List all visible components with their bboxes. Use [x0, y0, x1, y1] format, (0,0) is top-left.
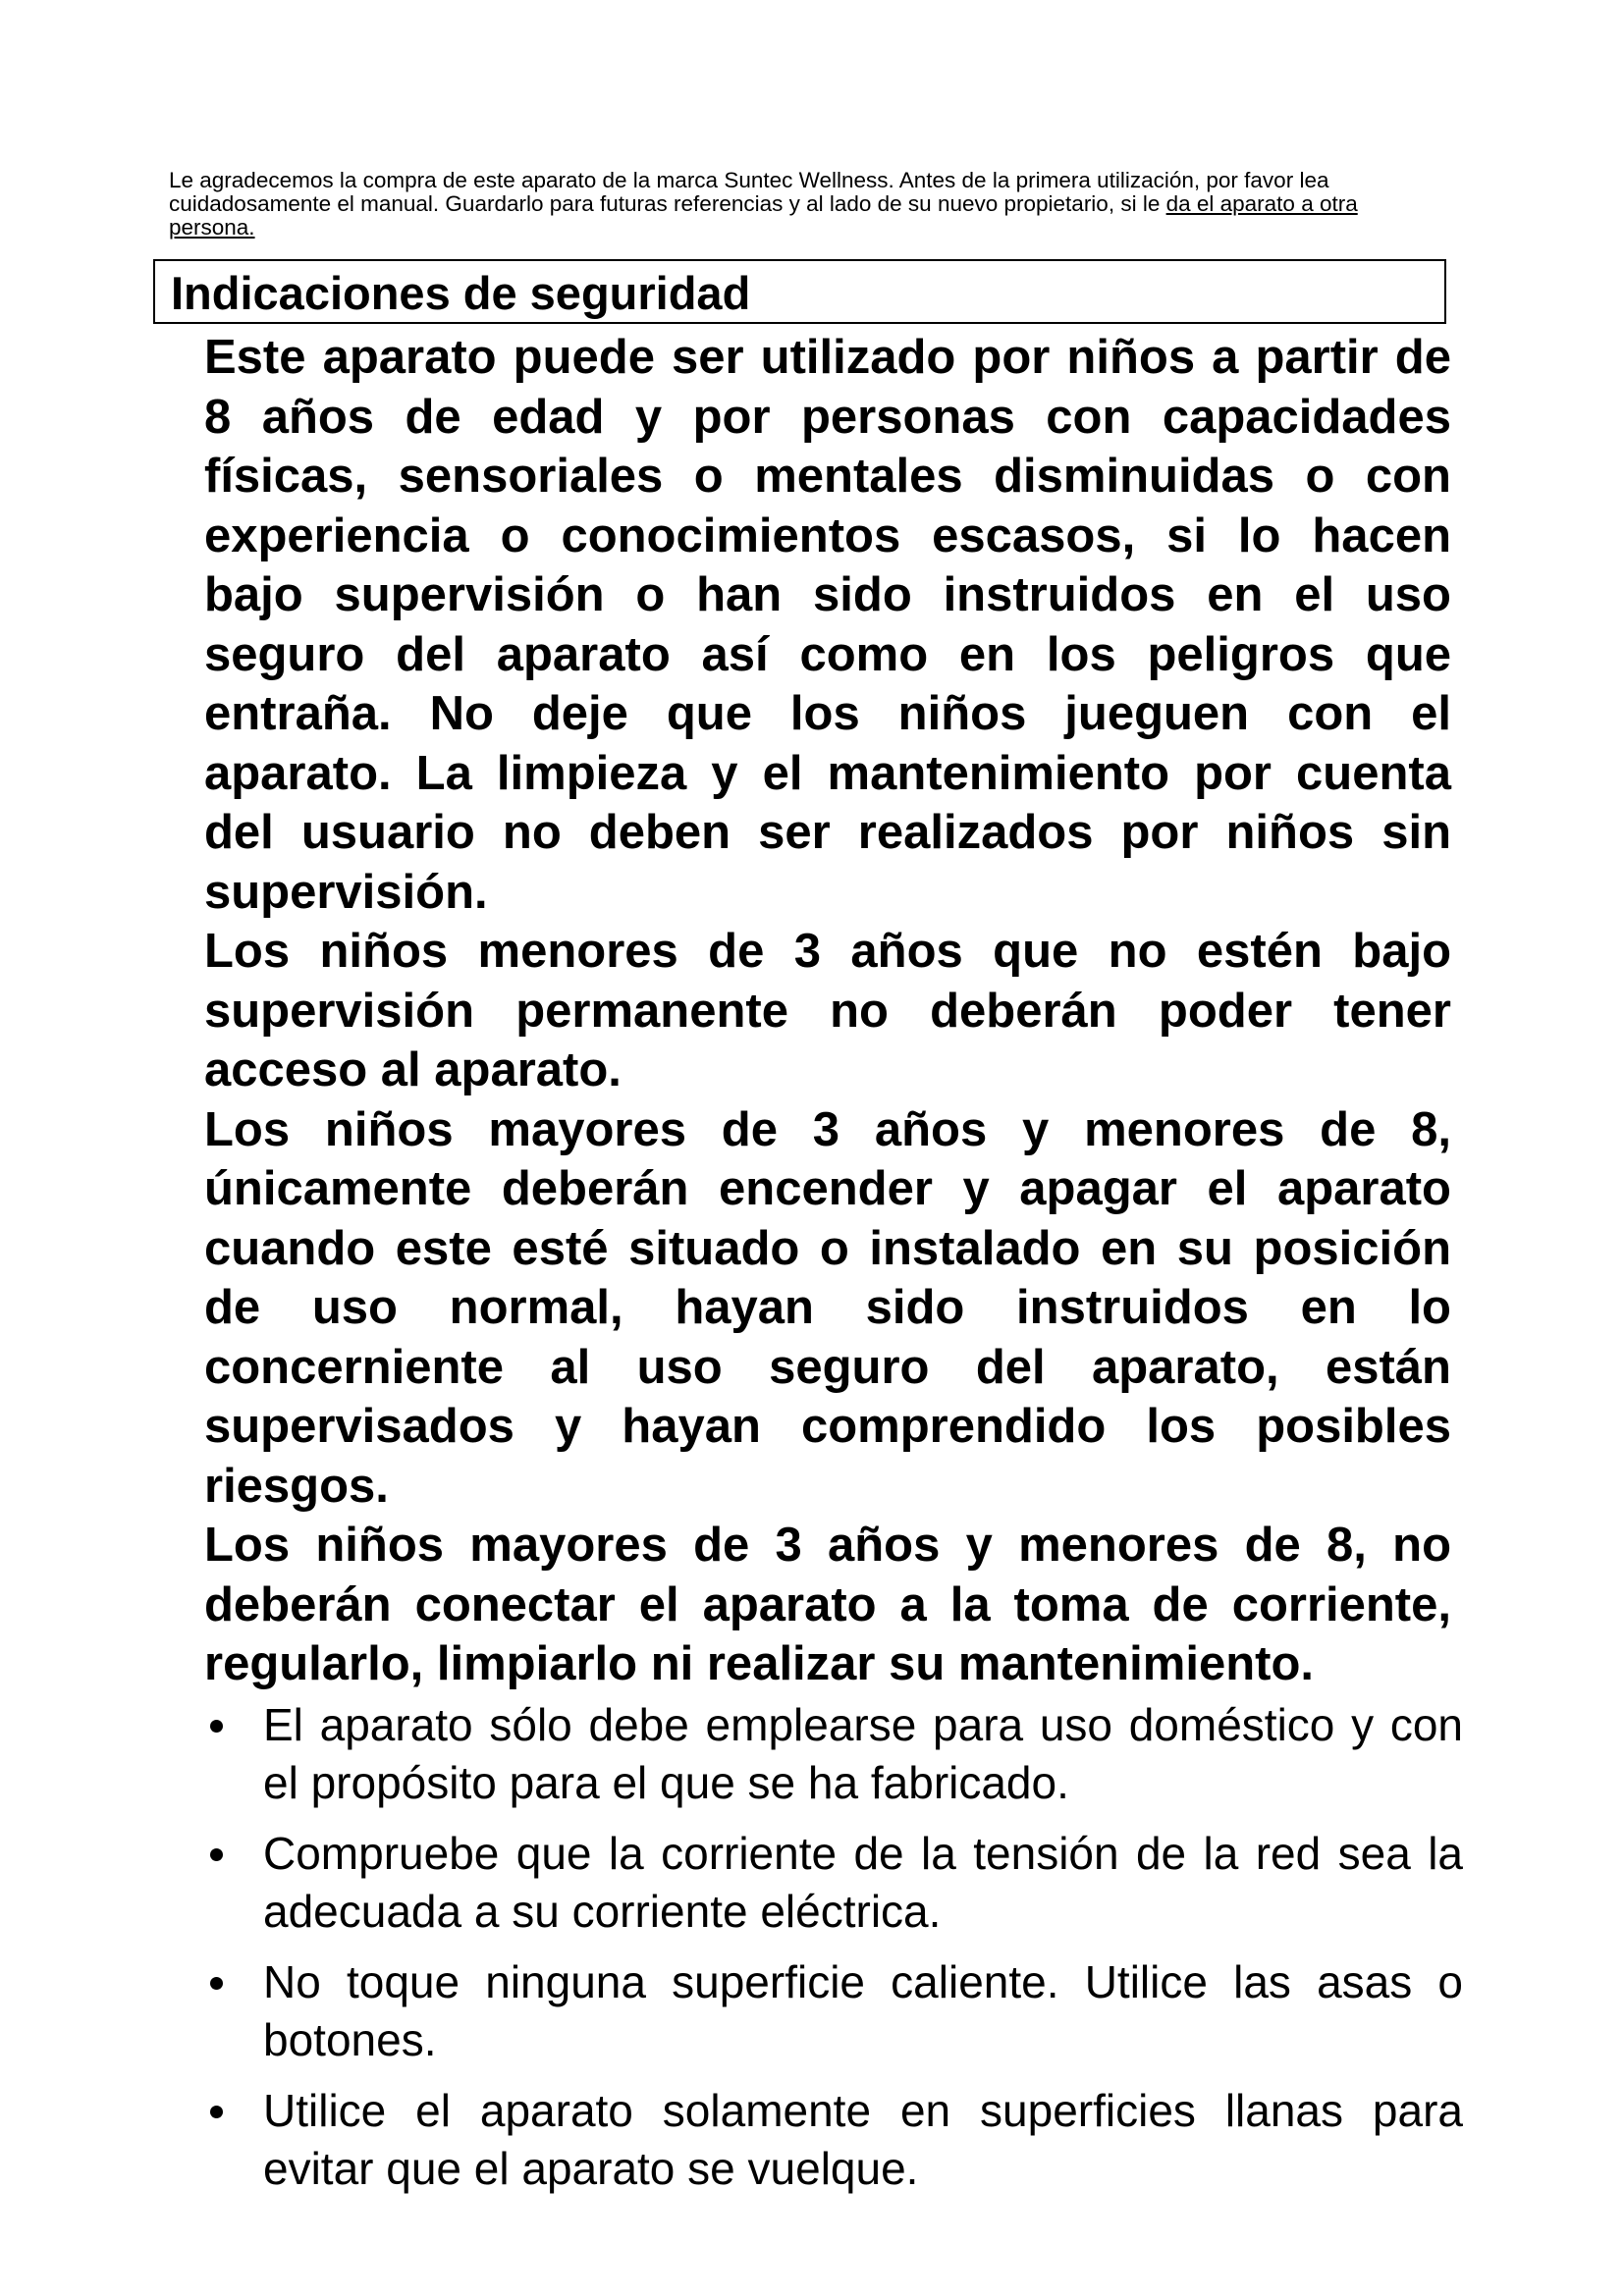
bullet-text: El aparato sólo debe emplearse para uso doméstico y con el propósito para el que se ha fabricado. — [263, 1699, 1463, 1808]
bullet-icon — [210, 1848, 223, 1861]
bullet-icon — [210, 1720, 223, 1733]
bullet-text: No toque ninguna superficie caliente. Utilice las asas o botones. — [263, 1956, 1463, 2065]
safety-bullet-list — [206, 1696, 1463, 2211]
intro-underlined-text: da el aparato a otra persona. — [169, 191, 1358, 240]
intro-text: Le agradecemos la compra de este aparato de la marca Suntec Wellness. Antes de la primera utilización, por favor lea cuidadosamente el manual. Guardarlo para futuras referencias y al lado de su nuevo propietario, si le — [169, 168, 1329, 216]
warning-paragraph: Los niños mayores de 3 años y menores de 8, únicamente deberán encender y apagar el aparato cuando este esté situado o instalado en su posición de uso normal, hayan sido instruidos en lo concerniente al uso seguro del aparato, están supervisados y hayan comprendido los posibles riesgos. — [204, 1102, 1451, 1513]
bullet-icon — [210, 2106, 223, 2118]
warning-paragraph: Este aparato puede ser utilizado por niños a partir de 8 años de edad y por personas con capacidades físicas, sensoriales o mentales disminuidas o con experiencia o conocimientos escasos, si lo hacen bajo supervisión o han sido instruidos en el uso seguro del aparato así como en los peligros que entraña. No deje que los niños jueguen con el aparato. La limpieza y el mantenimiento por cuenta del usuario no deben ser realizados por niños sin supervisión. — [204, 331, 1451, 919]
warnings-block — [204, 328, 1451, 1694]
section-title: Indicaciones de seguridad — [171, 267, 751, 319]
list-item — [206, 1696, 1463, 1812]
bullet-text: Compruebe que la corriente de la tensión de la red sea la adecuada a su corriente eléctrica. — [263, 1828, 1463, 1937]
bullet-text: Utilice el aparato solamente en superficies llanas para evitar que el aparato se vuelque. — [263, 2085, 1463, 2194]
list-item — [206, 2082, 1463, 2198]
bullet-icon — [210, 1977, 223, 1990]
intro-paragraph — [169, 169, 1445, 240]
warning-paragraph: Los niños menores de 3 años que no estén bajo supervisión permanente no deberán poder tener acceso al aparato. — [204, 925, 1451, 1096]
warning-paragraph: Los niños mayores de 3 años y menores de 8, no deberán conectar el aparato a la toma de corriente, regularlo, limpiarlo ni realizar su mantenimiento. — [204, 1519, 1451, 1690]
section-header-box — [153, 259, 1446, 324]
list-item — [206, 1825, 1463, 1941]
list-item — [206, 1953, 1463, 2069]
